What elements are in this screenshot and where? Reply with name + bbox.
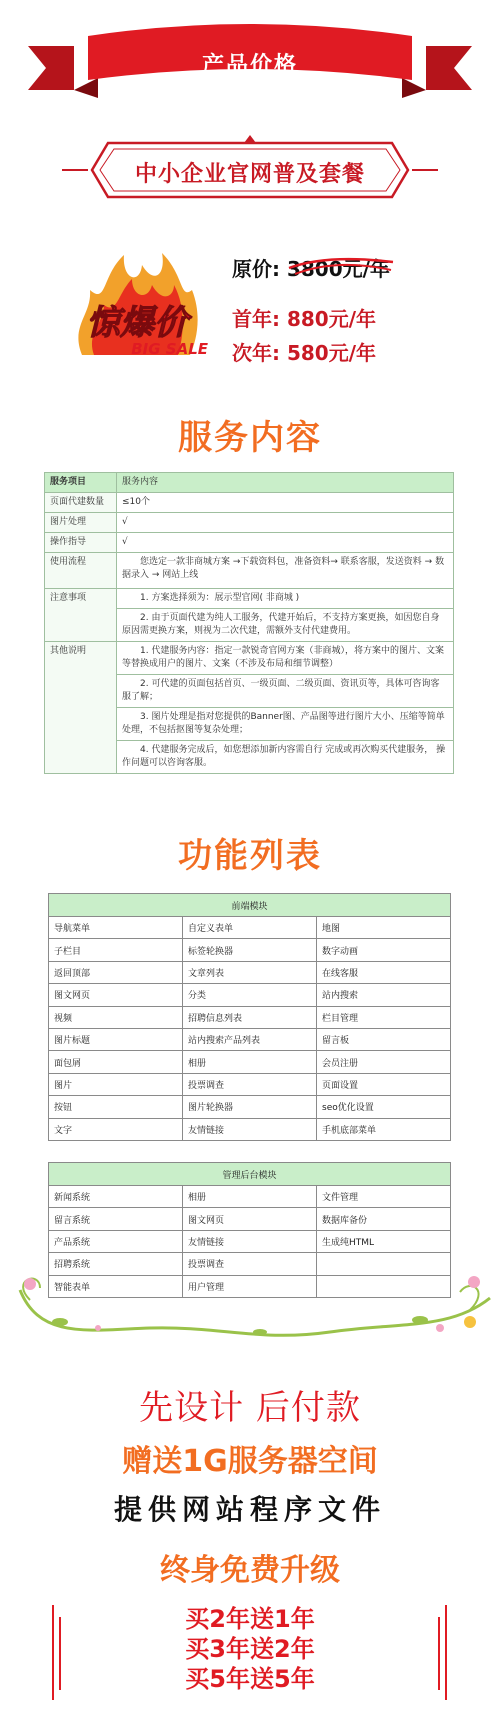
- table-cell: 1. 代建服务内容：指定一款锐奇官网方案（非商城），将方案中的图片、文案等替换成用户的图片、文案（不涉及布局和细节调整）: [117, 642, 454, 675]
- strikethrough-mark: [287, 248, 397, 282]
- table-cell: 使用流程: [45, 553, 117, 589]
- table-cell: √: [117, 533, 454, 553]
- table-cell: 2. 由于页面代建为纯人工服务，代建开始后，不支持方案更换，如因您自身原因需更换方案，则视为二次代建，需额外支付代建费用。: [117, 609, 454, 642]
- table-row: [49, 939, 451, 961]
- table-row: [45, 589, 454, 609]
- table-cell: 数据库备份: [317, 1208, 451, 1230]
- table-row: [45, 642, 454, 675]
- promo-server-space: 赠送1G服务器空间: [122, 1444, 378, 1479]
- table-cell: 图片轮换器: [183, 1096, 317, 1118]
- big-sale-logo: [62, 245, 212, 370]
- table-row: [49, 1208, 451, 1230]
- table-row: [49, 917, 451, 939]
- offer-line: 买3年送2年: [185, 1635, 315, 1663]
- table-cell: 按钮: [49, 1096, 183, 1118]
- table-row: [49, 1096, 451, 1118]
- decorative-lines-right: [436, 1605, 450, 1700]
- table-cell: seo优化设置: [317, 1096, 451, 1118]
- table-cell: 友情链接: [183, 1118, 317, 1140]
- table-cell: 招聘信息列表: [183, 1006, 317, 1028]
- table-row: [49, 1118, 451, 1140]
- table-cell: 图片: [49, 1073, 183, 1095]
- table-cell: 留言板: [317, 1028, 451, 1050]
- table-cell: 页面代建数量: [45, 493, 117, 513]
- table-cell: 图片处理: [45, 513, 117, 533]
- decorative-lines-left: [50, 1605, 64, 1700]
- table-cell: 面包屑: [49, 1051, 183, 1073]
- table-row: [49, 1230, 451, 1252]
- table-cell: 产品系统: [49, 1230, 183, 1252]
- table-row: [49, 1028, 451, 1050]
- first-year-price: 首年: 880元/年: [232, 307, 377, 331]
- table-cell: 操作指导: [45, 533, 117, 553]
- table-cell: 文章列表: [183, 961, 317, 983]
- table-row: [45, 553, 454, 589]
- table-cell: 数字动画: [317, 939, 451, 961]
- table-cell: 投票调查: [183, 1073, 317, 1095]
- promo-design-first: 先设计 后付款: [139, 1388, 361, 1428]
- table-cell: 相册: [183, 1051, 317, 1073]
- backend-module-header: 管理后台模块: [49, 1163, 451, 1186]
- table-row: [45, 533, 454, 553]
- table-cell: 注意事项: [45, 589, 117, 642]
- table-row: [49, 961, 451, 983]
- table-cell: 图文网页: [183, 1208, 317, 1230]
- table-cell: 用户管理: [183, 1275, 317, 1297]
- table-cell: 页面设置: [317, 1073, 451, 1095]
- package-title: 中小企业官网普及套餐: [134, 162, 365, 187]
- service-section-title: 服务内容: [178, 418, 322, 458]
- table-header-cell: 服务项目: [45, 473, 117, 493]
- table-cell: 其他说明: [45, 642, 117, 774]
- table-header-cell: 服务内容: [117, 473, 454, 493]
- table-cell: 栏目管理: [317, 1006, 451, 1028]
- table-header-row: [45, 473, 454, 493]
- table-row: [49, 1051, 451, 1073]
- table-cell: 子栏目: [49, 939, 183, 961]
- next-year-price: 次年: 580元/年: [232, 341, 377, 365]
- table-cell: 在线客服: [317, 961, 451, 983]
- table-header-row: [49, 1163, 451, 1186]
- table-cell: 图文网页: [49, 984, 183, 1006]
- table-cell: 招聘系统: [49, 1253, 183, 1275]
- table-cell: 手机底部菜单: [317, 1118, 451, 1140]
- table-row: [49, 1006, 451, 1028]
- table-cell: 2. 可代建的页面包括首页、一级页面、二级页面、资讯页等，具体可咨询客服了解；: [117, 675, 454, 708]
- table-cell: 导航菜单: [49, 917, 183, 939]
- table-header-row: [49, 894, 451, 917]
- original-price-label: 原价:: [232, 257, 280, 281]
- table-cell: 站内搜索: [317, 984, 451, 1006]
- vine-decoration: [0, 1270, 500, 1345]
- table-row: [45, 493, 454, 513]
- table-row: [45, 513, 454, 533]
- frontend-module-header: 前端模块: [49, 894, 451, 917]
- table-cell: 智能表单: [49, 1275, 183, 1297]
- table-cell: 文字: [49, 1118, 183, 1140]
- table-cell: 标签轮换器: [183, 939, 317, 961]
- table-cell: 分类: [183, 984, 317, 1006]
- service-table: [44, 472, 454, 774]
- table-cell: 生成纯HTML: [317, 1230, 451, 1252]
- table-cell: 3. 图片处理是指对您提供的Banner图、产品图等进行图片大小、压缩等简单处理，不包括抠图等复杂处理；: [117, 708, 454, 741]
- table-cell: 留言系统: [49, 1208, 183, 1230]
- original-price-value: 3800元/年: [286, 257, 390, 281]
- table-cell: 新闻系统: [49, 1186, 183, 1208]
- promo-program-files: 提供网站程序文件: [113, 1493, 386, 1526]
- table-cell: 返回顶部: [49, 961, 183, 983]
- table-cell: 您选定一款非商城方案 →下载资料包，准备资料→ 联系客服，发送资料 → 数据录入 → 网站上线: [117, 553, 454, 589]
- table-cell: 地图: [317, 917, 451, 939]
- package-banner: [0, 135, 500, 205]
- table-cell: 自定义表单: [183, 917, 317, 939]
- table-cell: 友情链接: [183, 1230, 317, 1252]
- header-ribbon: [0, 0, 500, 100]
- features-section-title: 功能列表: [178, 836, 322, 876]
- offer-line: 买2年送1年: [185, 1605, 315, 1633]
- table-row: [49, 1073, 451, 1095]
- logo-text: 惊爆价: [86, 303, 188, 343]
- table-row: [49, 984, 451, 1006]
- page-title: 产品价格: [201, 53, 298, 78]
- table-cell: 文件管理: [317, 1186, 451, 1208]
- offer-line: 买5年送5年: [185, 1665, 315, 1693]
- table-cell: 相册: [183, 1186, 317, 1208]
- table-cell: 投票调查: [183, 1253, 317, 1275]
- table-cell: 会员注册: [317, 1051, 451, 1073]
- table-row: [49, 1186, 451, 1208]
- logo-subtext: BIG SALE: [131, 340, 208, 358]
- promo-free-upgrade: 终身免费升级: [160, 1553, 340, 1588]
- promo-offers: [0, 1604, 500, 1694]
- table-cell: √: [117, 513, 454, 533]
- table-cell: 1. 方案选择须为：展示型官网( 非商城 ): [117, 589, 454, 609]
- table-cell: 视频: [49, 1006, 183, 1028]
- table-cell: 图片标题: [49, 1028, 183, 1050]
- table-cell: 4. 代建服务完成后，如您想添加新内容需自行 完成或再次购买代建服务， 操作问题可以咨询客服。: [117, 741, 454, 774]
- table-cell: 站内搜索产品列表: [183, 1028, 317, 1050]
- table-cell: ≤10个: [117, 493, 454, 513]
- frontend-module-table: [48, 893, 451, 1141]
